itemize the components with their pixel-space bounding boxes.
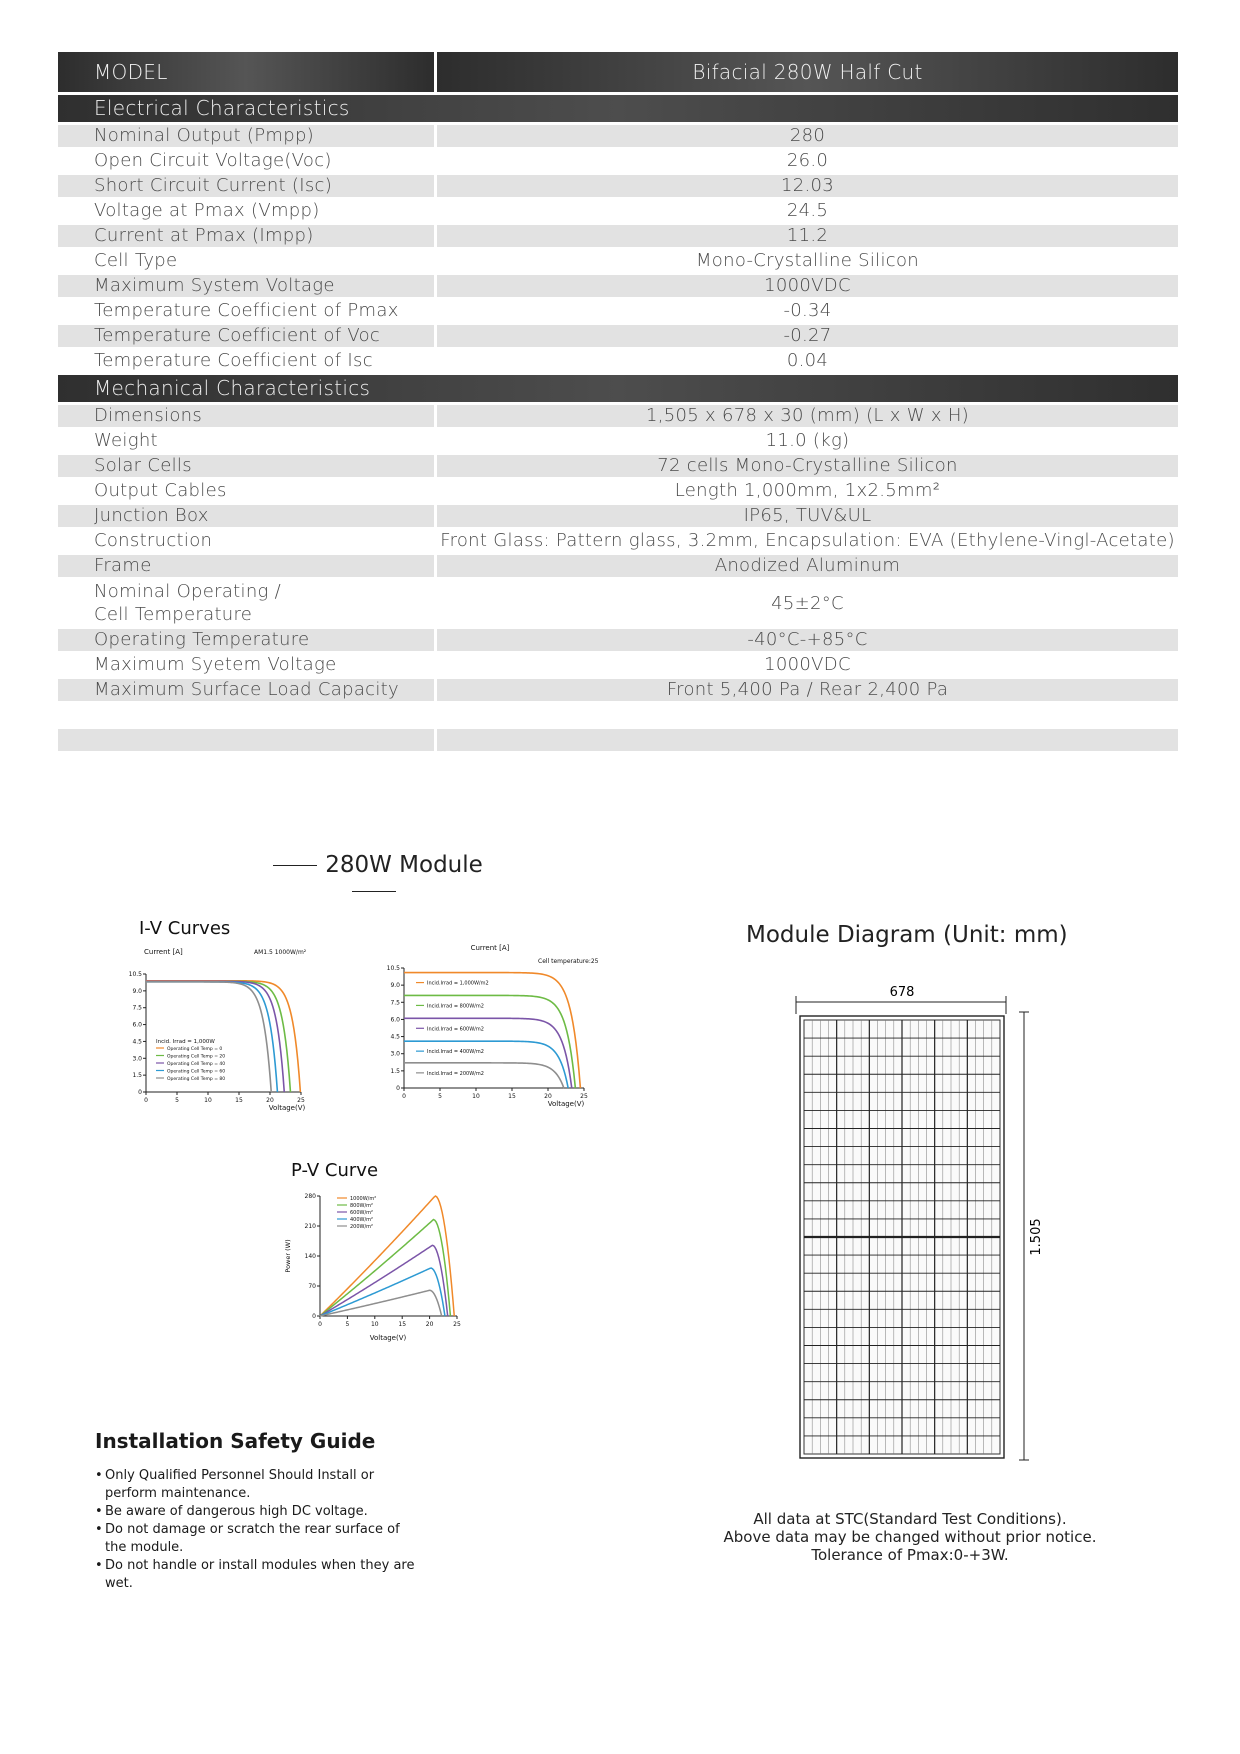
- mechanical-section-header: [58, 375, 1178, 402]
- spec-label: [58, 300, 434, 322]
- spec-value: 0.04: [434, 350, 1178, 372]
- safety-guide-item: • Do not damage or scratch the rear surface of the module.: [95, 1521, 415, 1557]
- spec-row: [58, 325, 1178, 347]
- series-line: [146, 981, 284, 1092]
- y-tick-label: 280: [304, 1193, 316, 1200]
- spec-label: [58, 629, 434, 651]
- x-tick-label: 20: [544, 1093, 552, 1100]
- spec-row: [58, 175, 1178, 197]
- spec-value: 11.2: [434, 225, 1178, 247]
- diagram-title: Module Diagram (Unit: mm): [746, 922, 1068, 948]
- y-tick-label: 3.0: [390, 1050, 400, 1058]
- y-tick-label: 9.0: [390, 982, 400, 990]
- empty-cell: [434, 704, 1178, 726]
- spec-label-text: Solar Cells: [94, 455, 192, 476]
- y-axis-label: Power (W): [284, 1239, 292, 1273]
- note-line: Above data may be changed without prior notice.: [723, 1528, 1097, 1546]
- spec-value: 1000VDC: [434, 275, 1178, 297]
- spec-row: [58, 405, 1178, 427]
- spec-label-text: Nominal Output (Pmpp): [94, 125, 315, 146]
- empty-row-plain: [58, 704, 1178, 726]
- spec-label: [58, 250, 434, 272]
- spec-row: [58, 275, 1178, 297]
- spec-label: [58, 225, 434, 247]
- spec-label: [58, 555, 434, 577]
- x-tick-label: 0: [318, 1321, 322, 1328]
- spec-value: 280: [434, 125, 1178, 147]
- electrical-section-header: [58, 95, 1178, 122]
- spec-value: 12.03: [434, 175, 1178, 197]
- spec-value: Front Glass: Pattern glass, 3.2mm, Encapsulation: EVA (Ethylene-Vingl-Acetate): [434, 530, 1178, 552]
- spec-row: [58, 654, 1178, 676]
- spec-label-text: Maximum System Voltage: [94, 275, 335, 296]
- empty-cell: [58, 704, 434, 726]
- spec-value: -0.27: [434, 325, 1178, 347]
- legend-label: 600W/m²: [350, 1210, 374, 1216]
- spec-label: [58, 150, 434, 172]
- height-dimension-label: 1.505: [1029, 1218, 1044, 1256]
- x-tick-label: 10: [204, 1097, 212, 1104]
- legend-label: Operating Cell Temp = 0: [167, 1047, 223, 1052]
- spec-label: [58, 455, 434, 477]
- spec-label-text: Output Cables: [94, 480, 227, 501]
- spec-value: 24.5: [434, 200, 1178, 222]
- series-line: [320, 1196, 454, 1316]
- chart-annotation: Cell temperature:25: [538, 958, 599, 965]
- safety-guide-list: [95, 1467, 415, 1593]
- spec-label: [58, 350, 434, 372]
- legend-label: Operating Cell Temp = 40: [167, 1062, 226, 1067]
- spec-label: [58, 679, 434, 701]
- spec-label-text: Dimensions: [94, 405, 203, 426]
- spec-row: [58, 250, 1178, 272]
- note-line: Tolerance of Pmax:0-+3W.: [811, 1546, 1009, 1564]
- spec-label-text: Nominal Operating /: [94, 581, 282, 602]
- title-rule-left: [273, 865, 317, 866]
- spec-label: [58, 325, 434, 347]
- x-tick-label: 15: [398, 1321, 407, 1328]
- spec-value: Anodized Aluminum: [434, 555, 1178, 577]
- title-rule-right: [352, 891, 396, 892]
- y-tick-label: 4.5: [132, 1038, 142, 1046]
- spec-label: [58, 430, 434, 452]
- spec-value: 26.0: [434, 150, 1178, 172]
- series-line: [320, 1268, 445, 1316]
- spec-label-text: Temperature Coefficient of Voc: [94, 325, 381, 346]
- y-tick-label: 3.0: [132, 1055, 142, 1063]
- legend-label: Operating Cell Temp = 20: [167, 1054, 226, 1060]
- stc-notes: [706, 1510, 1114, 1564]
- spec-row: [58, 350, 1178, 372]
- x-tick-label: 5: [175, 1097, 179, 1104]
- legend-label: Incid.Irrad = 1,000W/m2: [427, 980, 489, 987]
- spec-row: [58, 430, 1178, 452]
- spec-label-text: Maximum Surface Load Capacity: [94, 679, 399, 700]
- series-line: [320, 1245, 448, 1316]
- spec-value: 11.0 (kg): [434, 430, 1178, 452]
- x-tick-label: 0: [144, 1097, 148, 1104]
- y-tick-label: 6.0: [390, 1016, 400, 1024]
- x-axis-label: Voltage(V): [547, 1100, 585, 1108]
- spec-label: [58, 480, 434, 502]
- legend-label: Operating Cell Temp = 60: [167, 1069, 226, 1075]
- spec-label: [58, 654, 434, 676]
- y-tick-label: 1.5: [132, 1072, 142, 1080]
- y-tick-label: 6.0: [132, 1021, 142, 1029]
- x-axis-label: Voltage(V): [369, 1334, 407, 1342]
- legend-label: 200W/m²: [350, 1224, 374, 1230]
- spec-table: [58, 49, 1178, 754]
- spec-row: [58, 555, 1178, 577]
- spec-row: [58, 225, 1178, 247]
- spec-label-text: Temperature Coefficient of Isc: [94, 350, 373, 371]
- x-tick-label: 10: [370, 1321, 379, 1328]
- y-tick-label: 9.0: [132, 987, 142, 995]
- electrical-section-title: Electrical Characteristics: [58, 95, 1178, 122]
- x-tick-label: 20: [266, 1097, 274, 1104]
- mechanical-section-title: Mechanical Characteristics: [58, 375, 1178, 402]
- empty-cell: [434, 729, 1178, 751]
- x-tick-label: 15: [508, 1093, 516, 1100]
- spec-label-text: Short Circuit Current (Isc): [94, 175, 333, 196]
- spec-label-text: Weight: [94, 430, 158, 451]
- width-dimension-label: 678: [889, 985, 915, 1000]
- safety-guide-item: • Only Qualified Personnel Should Install or perform maintenance.: [95, 1467, 415, 1503]
- x-tick-label: 10: [472, 1093, 480, 1100]
- iv-irradiance-chart: [370, 940, 620, 1118]
- spec-value: IP65, TUV&UL: [434, 505, 1178, 527]
- empty-row-shaded: [58, 729, 1178, 751]
- spec-label-text: Junction Box: [94, 505, 209, 526]
- spec-value: Mono-Crystalline Silicon: [434, 250, 1178, 272]
- spec-value: 45±2°C: [434, 580, 1178, 626]
- y-tick-label: 7.5: [390, 999, 400, 1007]
- spec-label-text: Frame: [94, 555, 152, 576]
- spec-label: [58, 275, 434, 297]
- spec-label: [58, 580, 434, 626]
- x-tick-label: 25: [580, 1093, 588, 1100]
- y-tick-label: 140: [304, 1253, 316, 1260]
- chart-annotation: AM1.5 1000W/m²: [254, 949, 307, 956]
- module-diagram: [780, 978, 1060, 1482]
- spec-value: 1,505 x 678 x 30 (mm) (L x W x H): [434, 405, 1178, 427]
- legend-label: Incid.Irrad = 400W/m2: [427, 1049, 484, 1056]
- y-tick-label: 0: [312, 1313, 316, 1320]
- legend-label: Incid.Irrad = 200W/m2: [427, 1070, 484, 1077]
- y-tick-label: 10.5: [386, 965, 400, 972]
- note-line: All data at STC(Standard Test Conditions).: [753, 1510, 1067, 1528]
- y-tick-label: 1.5: [390, 1067, 400, 1075]
- spec-row: [58, 629, 1178, 651]
- x-tick-label: 25: [453, 1321, 461, 1328]
- iv-curves-caption: I-V Curves: [139, 918, 231, 939]
- safety-guide-item: • Be aware of dangerous high DC voltage.: [95, 1503, 415, 1521]
- x-tick-label: 0: [402, 1093, 406, 1100]
- spec-value: -40°C-+85°C: [434, 629, 1178, 651]
- y-tick-label: 210: [304, 1223, 316, 1230]
- spec-label: [58, 530, 434, 552]
- spec-label: [58, 200, 434, 222]
- spec-row: [58, 455, 1178, 477]
- module-title-text: 280W Module: [325, 852, 483, 878]
- spec-label-text: Open Circuit Voltage(Voc): [94, 150, 332, 171]
- model-label: MODEL: [58, 52, 434, 92]
- spec-row: [58, 125, 1178, 147]
- spec-value: Length 1,000mm, 1x2.5mm²: [434, 480, 1178, 502]
- safety-guide-title: Installation Safety Guide: [95, 1429, 376, 1453]
- spec-value: 1000VDC: [434, 654, 1178, 676]
- spec-row: [58, 200, 1178, 222]
- spec-label: [58, 175, 434, 197]
- x-axis-label: Voltage(V): [268, 1104, 306, 1112]
- series-line: [146, 981, 300, 1092]
- series-line: [146, 982, 277, 1092]
- spec-label-text: Operating Temperature: [94, 629, 310, 650]
- y-axis-label: Current [A]: [144, 948, 183, 956]
- x-tick-label: 15: [235, 1097, 243, 1104]
- legend-label: Operating Cell Temp = 80: [167, 1077, 226, 1082]
- x-tick-label: 20: [425, 1321, 434, 1328]
- iv-temperature-chart: [112, 940, 342, 1122]
- spec-row: [58, 300, 1178, 322]
- x-tick-label: 5: [438, 1093, 442, 1100]
- legend-label: Incid.Irrad = 800W/m2: [427, 1003, 484, 1010]
- series-line: [146, 982, 271, 1092]
- spec-label: [58, 505, 434, 527]
- spec-label-text: Voltage at Pmax (Vmpp): [94, 200, 320, 221]
- spec-label-text: Temperature Coefficient of Pmax: [94, 300, 399, 321]
- spec-row: [58, 480, 1178, 502]
- x-tick-label: 5: [345, 1321, 350, 1328]
- y-tick-label: 0: [396, 1085, 400, 1092]
- spec-value: -0.34: [434, 300, 1178, 322]
- legend-label: 800W/m²: [350, 1203, 374, 1209]
- safety-guide-item: • Do not handle or install modules when they are wet.: [95, 1557, 415, 1593]
- spec-label-text: Cell Temperature: [94, 604, 253, 625]
- spec-label-text: Maximum Syetem Voltage: [94, 654, 337, 675]
- legend-label: 1000W/m²: [350, 1196, 377, 1202]
- spec-row: [58, 505, 1178, 527]
- empty-cell: [58, 729, 434, 751]
- y-tick-label: 0: [138, 1089, 142, 1096]
- spec-label-text: Cell Type: [94, 250, 178, 271]
- spec-label: [58, 405, 434, 427]
- model-value: Bifacial 280W Half Cut: [434, 52, 1178, 92]
- y-tick-label: 10.5: [128, 971, 142, 978]
- pv-curve-chart: [276, 1184, 476, 1346]
- spec-row: [58, 580, 1178, 626]
- spec-label: [58, 125, 434, 147]
- spec-label-text: Construction: [94, 530, 213, 551]
- legend-label: 400W/m²: [350, 1217, 374, 1223]
- legend-label: Incid.Irrad = 600W/m2: [427, 1026, 484, 1033]
- model-header-row: [58, 52, 1178, 92]
- pv-curve-caption: P-V Curve: [291, 1160, 379, 1181]
- y-axis-label: Current [A]: [470, 944, 510, 952]
- series-line: [320, 1290, 442, 1316]
- spec-value: 72 cells Mono-Crystalline Silicon: [434, 455, 1178, 477]
- x-tick-label: 25: [297, 1097, 305, 1104]
- spec-row: [58, 150, 1178, 172]
- y-tick-label: 4.5: [390, 1033, 400, 1041]
- y-tick-label: 7.5: [132, 1004, 142, 1012]
- legend-title: Incid. Irrad = 1,000W: [156, 1039, 215, 1045]
- spec-row: [58, 530, 1178, 552]
- spec-value: Front 5,400 Pa / Rear 2,400 Pa: [434, 679, 1178, 701]
- y-tick-label: 70: [308, 1283, 316, 1290]
- module-title: [244, 852, 504, 904]
- spec-label-text: Current at Pmax (Impp): [94, 225, 314, 246]
- spec-row: [58, 679, 1178, 701]
